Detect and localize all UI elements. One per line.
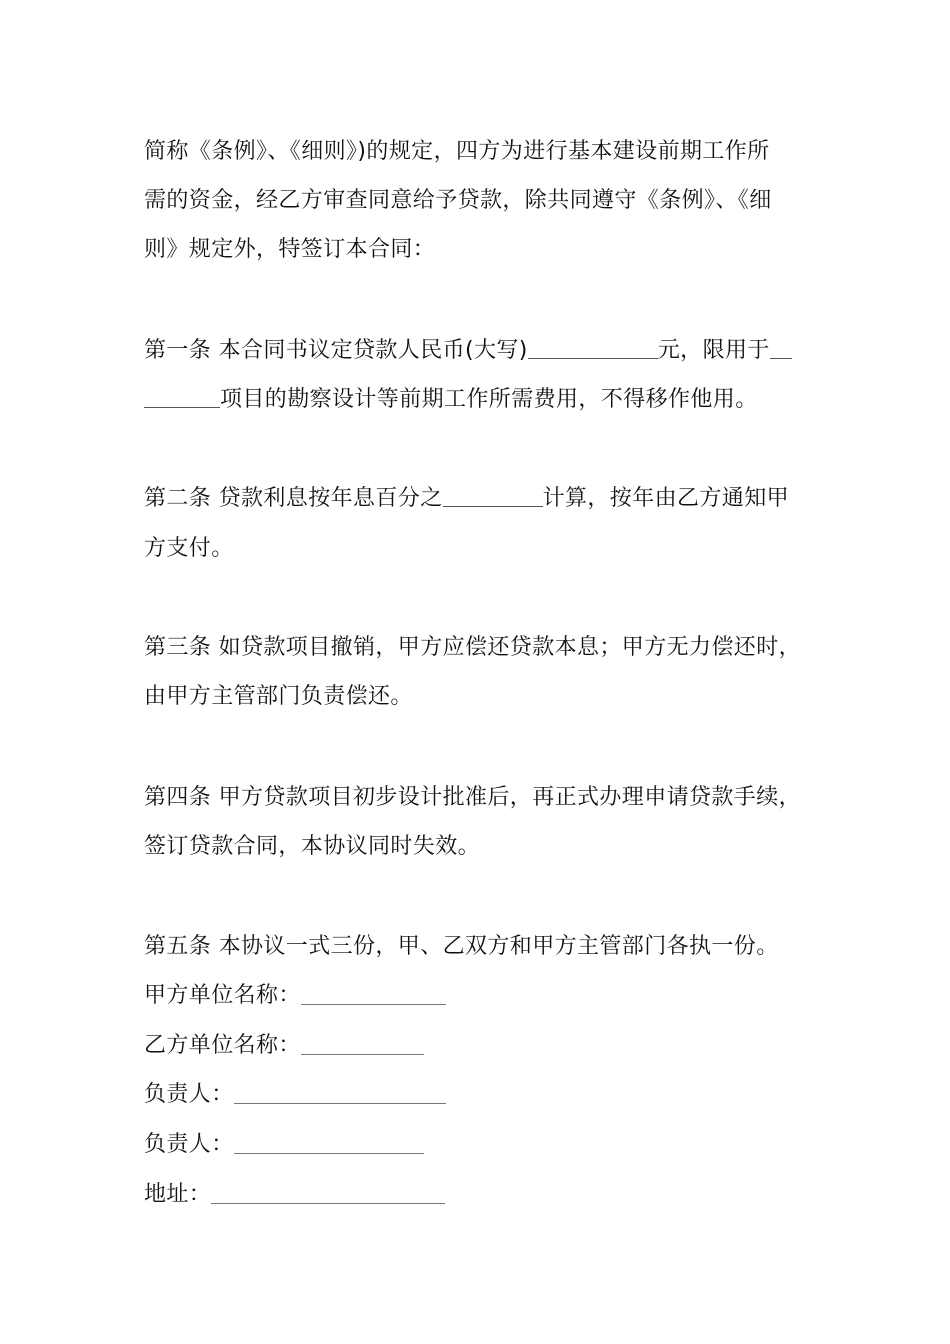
party-a-name-row: [144, 981, 446, 1011]
article-3-line-2: 由甲方主管部门负责偿还。: [144, 684, 413, 709]
responsible-person-label-1: 负责人：: [144, 1082, 234, 1107]
intro-line-3: 则》规定外，特签订本合同：: [144, 237, 436, 262]
party-b-name-row: [144, 1031, 424, 1061]
address-field[interactable]: [211, 1183, 445, 1204]
address-row: [144, 1180, 445, 1210]
article-3-line-1: 第三条 如贷款项目撤销，甲方应偿还贷款本息；甲方无力偿还时，: [144, 635, 801, 660]
article-5-line-1: 第五条 本协议一式三份，甲、乙双方和甲方主管部门各执一份。: [144, 934, 779, 959]
article-2-text-a: 第二条 贷款利息按年息百分之: [144, 486, 443, 511]
party-b-name-field[interactable]: [301, 1034, 424, 1055]
intro-line-1: 简称《条例》、《细则》)的规定，四方为进行基本建设前期工作所: [144, 139, 770, 164]
article-2-text-b: 计算，按年由乙方通知甲: [542, 486, 790, 511]
article-2-line-1: [144, 484, 789, 514]
interest-rate-blank[interactable]: [443, 484, 543, 507]
address-label: 地址：: [144, 1182, 212, 1207]
responsible-person-field-1[interactable]: [234, 1083, 446, 1104]
article-1-line-2: [144, 385, 758, 415]
party-a-name-label: 甲方单位名称：: [144, 983, 301, 1008]
article-1-text-c: 项目的勘察设计等前期工作所需费用，不得移作他用。: [220, 387, 758, 412]
article-1-text-a: 第一条 本合同书议定贷款人民币(大写): [144, 338, 528, 363]
intro-line-2: 需的资金，经乙方审查同意给予贷款，除共同遵守《条例》、《细: [144, 188, 772, 213]
party-b-name-label: 乙方单位名称：: [144, 1033, 301, 1058]
responsible-person-label-2: 负责人：: [144, 1132, 234, 1157]
article-1-line-1: [144, 336, 792, 366]
responsible-person-row-2: [144, 1130, 424, 1160]
article-4-line-2: 签订贷款合同，本协议同时失效。: [144, 834, 481, 859]
responsible-person-field-2[interactable]: [234, 1133, 424, 1154]
responsible-person-row-1: [144, 1080, 446, 1110]
party-a-name-field[interactable]: [301, 984, 446, 1005]
project-blank-end[interactable]: [144, 385, 220, 408]
article-1-text-b: 元，限用于: [657, 338, 770, 363]
article-2-line-2: 方支付。: [144, 536, 234, 561]
amount-blank[interactable]: [528, 336, 658, 359]
project-blank-start[interactable]: [770, 336, 792, 359]
article-4-line-1: 第四条 甲方贷款项目初步设计批准后，再正式办理申请贷款手续，: [144, 785, 801, 810]
